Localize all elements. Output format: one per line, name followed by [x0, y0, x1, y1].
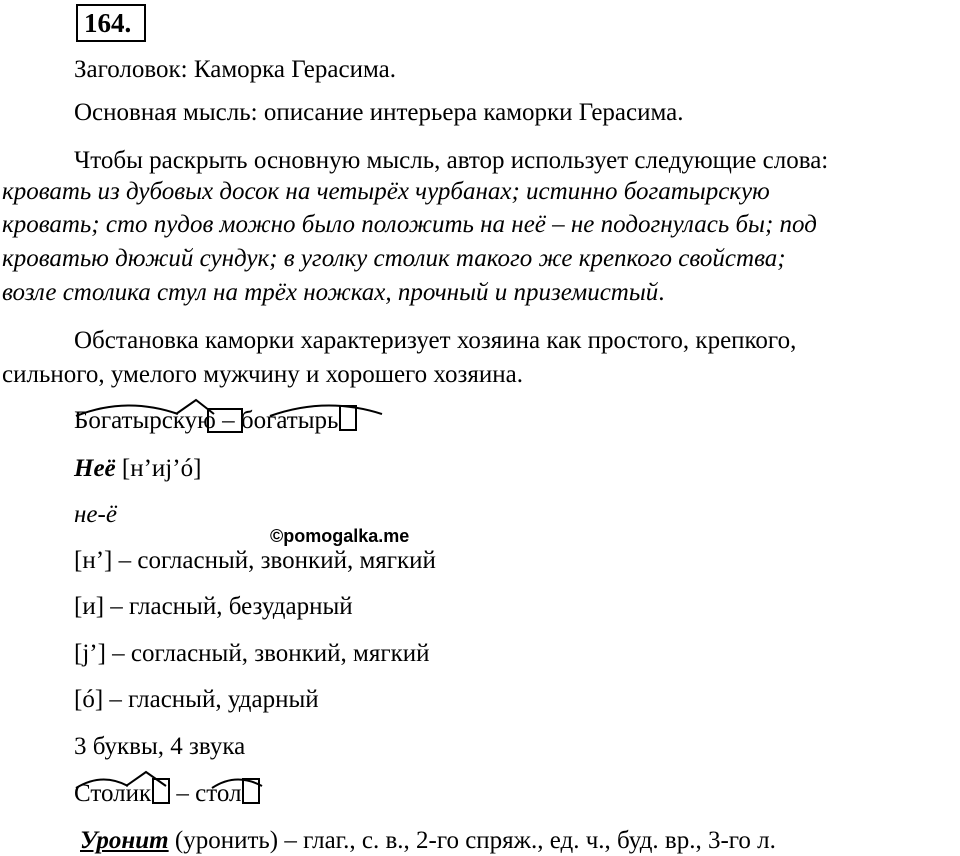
morph-word: Столик [74, 780, 152, 807]
quote-text: кровать; сто пудов можно было положить на неё – не подогнулась бы; под [2, 211, 817, 238]
dash: – [215, 407, 241, 434]
dash: – [170, 780, 196, 807]
transcription: [н’иj’ó] [121, 455, 202, 482]
sound-line-1: [н’] – согласный, звонкий, мягкий [74, 547, 436, 574]
syllables: не-ё [74, 501, 117, 528]
characterization-line-2: сильного, умелого мужчину и хорошего хозяина. [2, 361, 523, 388]
title-line: Заголовок: Каморка Герасима. [74, 56, 396, 83]
morph-analysis-1 [74, 405, 357, 436]
morph-analysis-3 [80, 825, 776, 856]
main-idea-line: Основная мысль: описание интерьера каморки Герасима. [74, 99, 684, 126]
quote-line-1 [2, 176, 770, 207]
quote-end: . [658, 279, 665, 306]
null-ending-box [339, 405, 357, 431]
quote-line-4 [2, 277, 665, 308]
quote-text: кроватью дюжий сундук; в уголку столик такого же крепкого свойства; [2, 245, 786, 272]
morph-word: Богатырскую [74, 407, 216, 434]
sound-line-3: [j’] – согласный, звонкий, мягкий [74, 640, 430, 667]
words-intro: Чтобы раскрыть основную мысль, автор использует следующие слова: [74, 147, 829, 174]
sound-line-4: [ó] – гласный, ударный [74, 686, 319, 713]
exercise-number: 164. [76, 4, 146, 42]
null-ending-box [242, 778, 260, 804]
sound-line-2: [и] – гласный, безударный [74, 593, 353, 620]
quote-line-3 [2, 243, 786, 274]
quote-line-2 [2, 209, 817, 240]
analysis-rest: (уронить) – глаг., с. в., 2-го спряж., ед. ч., буд. вр., 3-го л. [168, 827, 776, 854]
root-word: богатырь [240, 407, 339, 434]
count-line: 3 буквы, 4 звука [74, 733, 246, 760]
phonetic-word: Неё [74, 455, 116, 482]
syllables-line [74, 499, 117, 530]
quote-text: кровать из дубовых досок на четырёх чурбанах; истинно богатырскую [2, 178, 770, 205]
watermark: ©pomogalka.me [270, 526, 410, 546]
null-ending-box [152, 778, 170, 804]
phonetic-line [74, 453, 201, 484]
root-word: стол [195, 780, 242, 807]
analyzed-word: Уронит [80, 827, 169, 854]
morph-analysis-2 [74, 778, 260, 809]
quote-text: возле столика стул на трёх ножках, прочный и приземистый [2, 279, 659, 306]
characterization-line-1: Обстановка каморки характеризует хозяина как простого, крепкого, [74, 327, 797, 354]
